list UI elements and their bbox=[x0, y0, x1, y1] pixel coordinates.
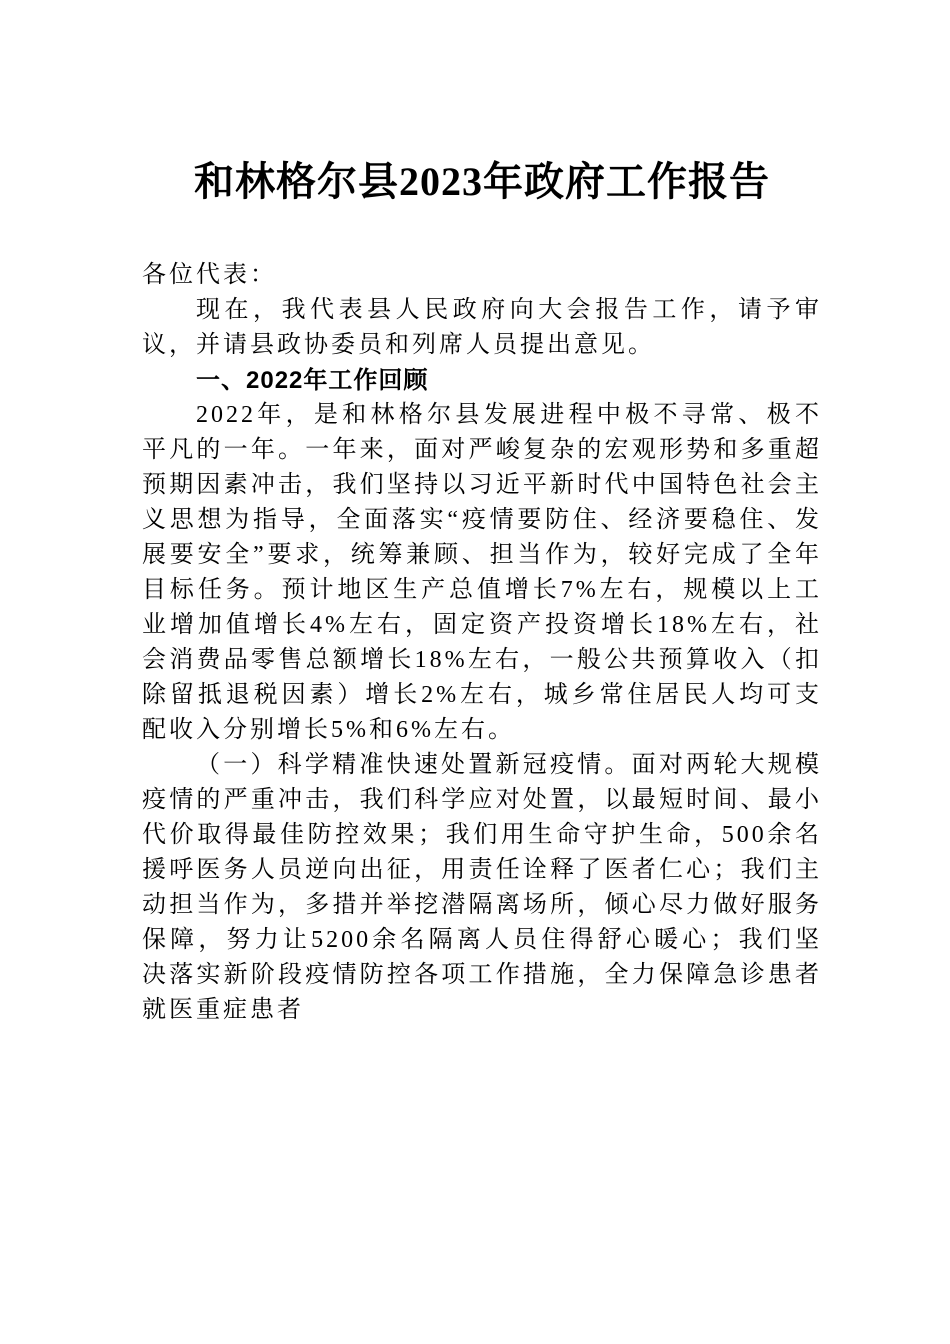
document-body bbox=[142, 258, 822, 1028]
paragraph-2022-overview: 2022年，是和林格尔县发展进程中极不寻常、极不平凡的一年。一年来，面对严峻复杂的宏观形势和多重超预期因素冲击，我们坚持以习近平新时代中国特色社会主义思想为指导，全面落实“疫情要防住、经济要稳住、发展要安全”要求，统筹兼顾、担当作为，较好完成了全年目标任务。预计地区生产总值增长7%左右，规模以上工业增加值增长4%左右，固定资产投资增长18%左右，社会消费品零售总额增长18%左右，一般公共预算收入（扣除留抵退税因素）增长2%左右，城乡常住居民人均可支配收入分别增长5%和6%左右。 bbox=[142, 402, 822, 743]
intro-paragraph: 现在，我代表县人民政府向大会报告工作，请予审议，并请县政协委员和列席人员提出意见。 bbox=[142, 297, 822, 358]
section-heading-2022-review: 一、2022年工作回顾 bbox=[196, 367, 429, 394]
document-title: 和林格尔县2023年政府工作报告 bbox=[194, 159, 770, 204]
salutation: 各位代表： bbox=[142, 262, 277, 288]
paragraph-pandemic-response: （一）科学精准快速处置新冠疫情。面对两轮大规模疫情的严重冲击，我们科学应对处置，以最短时间、最小代价取得最佳防控效果；我们用生命守护生命，500余名援呼医务人员逆向出征，用责任诠释了医者仁心；我们主动担当作为，多措并举挖潜隔离场所，倾心尽力做好服务保障，努力让5200余名隔离人员住得舒心暖心；我们坚决落实新阶段疫情防控各项工作措施，全力保障急诊患者就医重症患者 bbox=[142, 752, 822, 1023]
